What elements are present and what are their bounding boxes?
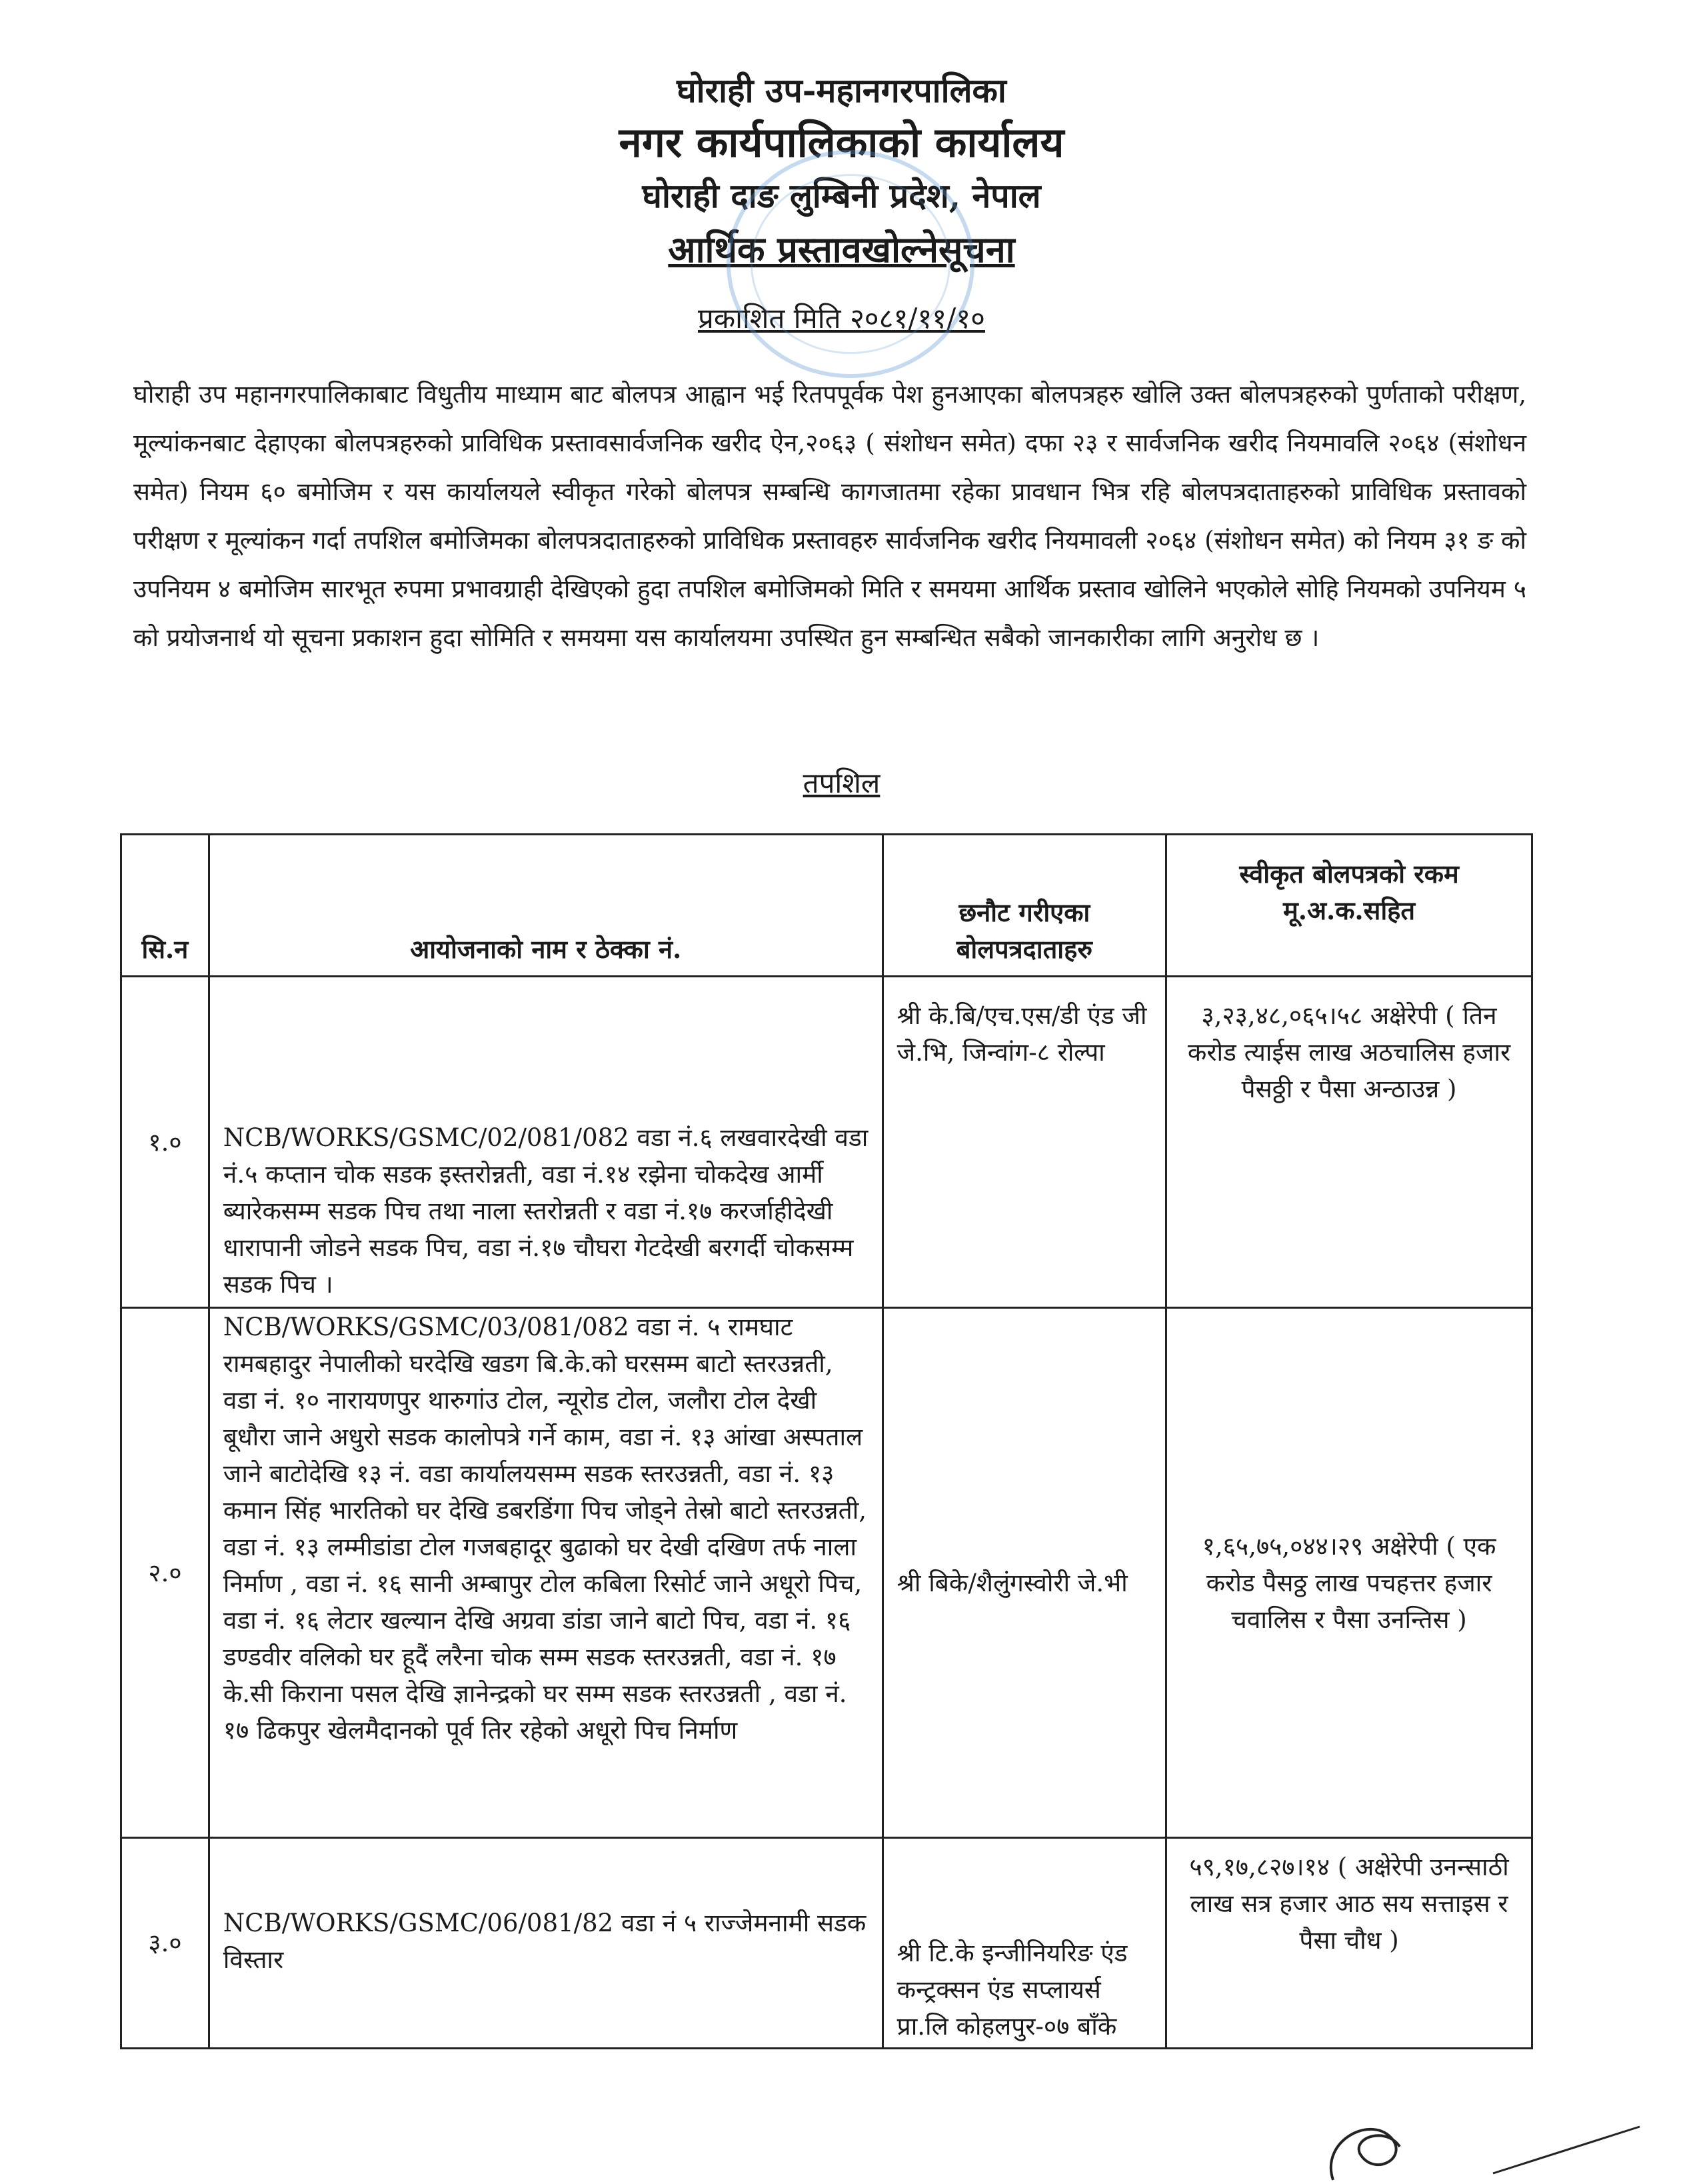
row-project: NCB/WORKS/GSMC/06/081/82 वडा नं ५ राज्जेमनामी सडक विस्तार <box>209 1838 882 2049</box>
notice-title: आर्थिक प्रस्तावखोल्नेसूचना <box>668 228 1015 271</box>
header-amount: स्वीकृत बोलपत्रको रकम मू.अ.क.सहित <box>1166 835 1532 977</box>
published-date: प्रकाशित मिति २०८१/११/१० <box>698 302 985 335</box>
table-header-row <box>121 835 1532 977</box>
row-amount: ५९,१७,८२७।१४ ( अक्षेरेपी उनन्साठी लाख सत्र हजार आठ सय सत्ताइस र पैसा चौध ) <box>1166 1838 1532 2049</box>
row-bidder: श्री टि.के इन्जीनियरिङ एंड कन्ट्रक्सन एंड सप्लायर्स प्रा.लि कोहलपुर-०७ बाँके <box>882 1838 1166 2049</box>
office-title: नगर कार्यपालिकाको कार्यालय <box>619 118 1064 167</box>
row-amount: ३,२३,४८,०६५।५८ अक्षेरेपी ( तिन करोड त्याईस लाख अठचालिस हजार पैसठ्ठी र पैसा अन्ठाउन्न ) <box>1166 977 1532 1308</box>
section-title: तपशिल <box>803 767 880 799</box>
row-project: NCB/WORKS/GSMC/03/081/082 वडा नं. ५ रामघाट रामबहादुर नेपालीको घरदेखि खडग बि.के.को घरसम्म बाटो स्तरउन्नती, वडा नं. १० नारायणपुर थारुगांउ टोल, न्यूरोड टोल, जलौरा टोल देखी बूधौरा जाने अधुरो सडक कालोपत्रे गर्ने काम, वडा नं. १३ आंखा अस्पताल जाने बाटोदेखि १३ नं. वडा कार्यालयसम्म सडक स्तरउन्नती, वडा नं. १३ कमान सिंह भारतिको घर देखि डबरडिंगा पिच जोड्ने तेस्रो बाटो स्तरउन्नती, वडा नं. १३ लम्मीडांडा टोल गजबहादूर बुढाको घर देखी दखिण तर्फ नाला निर्माण , वडा नं. १६ सानी अम्बापुर टोल कबिला रिसोर्ट जाने अधूरो पिच, वडा नं. १६ लेटार खल्यान देखि अग्रवा डांडा जाने बाटो पिच, वडा नं. १६ डण्डवीर वलिको घर हूदैं लरैना चोक सम्म सडक स्तरउन्नती, वडा नं. १७ के.सी किराना पसल देखि ज्ञानेन्द्रको घर सम्म सडक स्तरउन्नती , वडा नं. १७ ढिकपुर खेलमैदानको पूर्व तिर रहेको अधूरो पिच निर्माण <box>209 1308 882 1838</box>
row-amount: १,६५,७५,०४४।२९ अक्षेरेपी ( एक करोड पैसठ्ठ लाख पचहत्तर हजार चवालिस र पैसा उनन्तिस ) <box>1166 1308 1532 1838</box>
header-bidders: छनौट गरीएका बोलपत्रदाताहरु <box>882 835 1166 977</box>
header-project: आयोजनाको नाम र ठेक्का नं. <box>209 835 882 977</box>
signature-icon <box>1293 2100 1666 2184</box>
row-sn: १.० <box>121 977 209 1308</box>
row-bidder: श्री के.बि/एच.एस/डी एंड जी जे.भि, जिन्वांग-८ रोल्पा <box>882 977 1166 1308</box>
row-sn: २.० <box>121 1308 209 1838</box>
notice-body: घोराही उप महानगरपालिकाबाट विधुतीय माध्याम बाट बोलपत्र आह्वान भई रितपपूर्वक पेश हुनआएका बोलपत्रहरु खोलि उक्त बोलपत्रहरुको पुर्णताको परीक्षण, मूल्यांकनबाट देहाएका बोलपत्रहरुको प्राविधिक प्रस्तावसार्वजनिक खरीद ऐन,२०६३ ( संशोधन समेत) दफा २३ र सार्वजनिक खरीद नियमावलि २०६४ (संशोधन समेत) नियम ६० बमोजिम र यस कार्यालयले स्वीकृत गरेको बोलपत्र सम्बन्धि कागजातमा रहेका प्रावधान भित्र रहि बोलपत्रदाताहरुको प्राविधिक प्रस्तावको परीक्षण र मूल्यांकन गर्दा तपशिल बमोजिमका बोलपत्रदाताहरुको प्राविधिक प्रस्तावहरु सार्वजनिक खरीद नियमावली २०६४ (संशोधन समेत) को नियम ३१ ङ को उपनियम ४ बमोजिम सारभूत रुपमा प्रभावग्राही देखिएको हुदा तपशिल बमोजिमको मिति र समयमा आर्थिक प्रस्ताव खोलिने भएकोले सोहि नियमको उपनियम ५ को प्रयोजनार्थ यो सूचना प्रकाशन हुदा सोमिति र समयमा यस कार्यालयमा उपस्थित हुन सम्बन्धित सबैको जानकारीका लागि अनुरोध छ । <box>133 380 1526 652</box>
table-row <box>121 1308 1532 1838</box>
table-row <box>121 1838 1532 2049</box>
office-address: घोराही दाङ लुम्बिनी प्रदेश, नेपाल <box>642 176 1041 215</box>
row-project: NCB/WORKS/GSMC/02/081/082 वडा नं.६ लखवारदेखी वडा नं.५ कप्तान चोक सडक इस्तरोन्नती, वडा नं.१४ रझेना चोकदेख आर्मी ब्यारेकसम्म सडक पिच तथा नाला स्तरोन्नती र वडा नं.१७ करर्जाहीदेखी धारापानी जोडने सडक पिच, वडा नं.१७ चौघरा गेटदेखी बरगर्दी चोकसम्म सडक पिच । <box>209 977 882 1308</box>
row-bidder: श्री बिके/शैलुंगस्वोरी जे.भी <box>882 1308 1166 1838</box>
bid-table <box>120 833 1533 2049</box>
header-sn: सि.न <box>121 835 209 977</box>
office-name: घोराही उप-महानगरपालिका <box>677 71 1006 110</box>
row-sn: ३.० <box>121 1838 209 2049</box>
table-row <box>121 977 1532 1308</box>
